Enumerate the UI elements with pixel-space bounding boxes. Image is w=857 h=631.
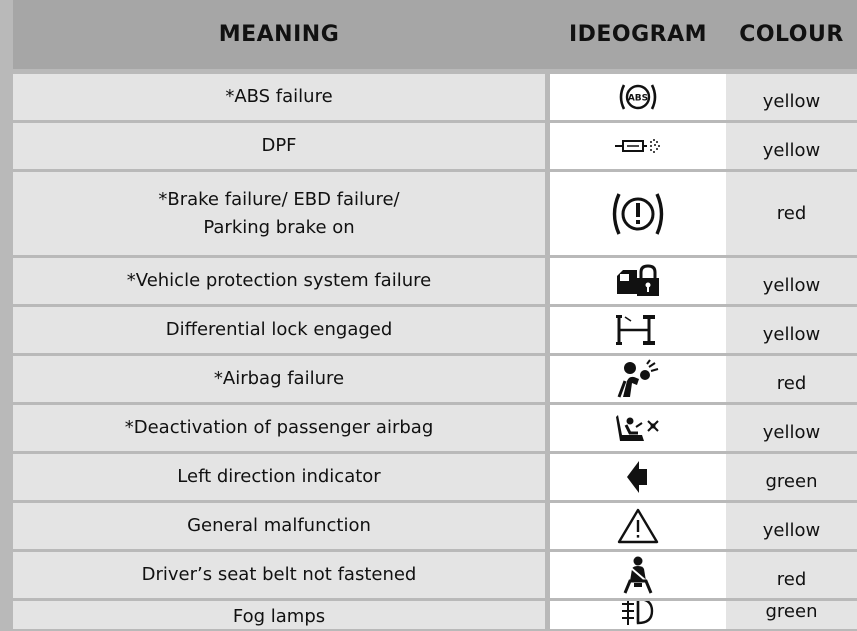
meaning-cell: Fog lamps — [13, 601, 545, 629]
table-row — [13, 74, 857, 120]
warning-triangle-icon — [550, 503, 726, 549]
meaning-cell: *Vehicle protection system failure — [13, 258, 545, 304]
dpf-icon — [550, 123, 726, 169]
abs-icon — [550, 74, 726, 120]
meaning-cell: *ABS failure — [13, 74, 545, 120]
colour-cell: green — [726, 601, 857, 629]
colour-cell: green — [726, 454, 857, 500]
passenger-airbag-off-icon — [550, 405, 726, 451]
colour-cell: red — [726, 552, 857, 598]
colour-cell: yellow — [726, 503, 857, 549]
svg-text:ABS: ABS — [627, 93, 649, 104]
left-indicator-icon — [550, 454, 726, 500]
table-row — [13, 503, 857, 549]
table-row — [13, 172, 857, 255]
meaning-line: Parking brake on — [203, 216, 355, 238]
table-row — [13, 356, 857, 402]
vehicle-protection-icon — [550, 258, 726, 304]
meaning-cell: *Deactivation of passenger airbag — [13, 405, 545, 451]
meaning-cell: General malfunction — [13, 503, 545, 549]
colour-cell: yellow — [726, 123, 857, 169]
seat-belt-icon — [550, 552, 726, 598]
colour-cell: yellow — [726, 405, 857, 451]
colour-cell: yellow — [726, 74, 857, 120]
table-header — [13, 0, 857, 69]
colour-cell: yellow — [726, 258, 857, 304]
brake-warning-icon — [550, 172, 726, 255]
meaning-cell: DPF — [13, 123, 545, 169]
meaning-cell: Driver’s seat belt not fastened — [13, 552, 545, 598]
table-row — [13, 552, 857, 598]
table-row — [13, 307, 857, 353]
table-row — [13, 123, 857, 169]
header-meaning: MEANING — [218, 22, 340, 47]
table-row — [13, 258, 857, 304]
airbag-icon — [550, 356, 726, 402]
differential-lock-icon — [550, 307, 726, 353]
header-colour: COLOUR — [739, 22, 844, 47]
meaning-cell: Differential lock engaged — [13, 307, 545, 353]
meaning-cell: *Airbag failure — [13, 356, 545, 402]
meaning-cell — [13, 172, 545, 255]
warning-lights-table — [13, 0, 857, 629]
colour-cell: red — [726, 356, 857, 402]
table-row — [13, 454, 857, 500]
fog-lamp-icon — [550, 601, 726, 629]
colour-cell: yellow — [726, 307, 857, 353]
header-ideogram: IDEOGRAM — [568, 22, 708, 47]
table-row — [13, 405, 857, 451]
colour-cell: red — [726, 172, 857, 255]
table-row — [13, 601, 857, 629]
meaning-cell: Left direction indicator — [13, 454, 545, 500]
meaning-line: *Brake failure/ EBD failure/ — [158, 188, 400, 210]
